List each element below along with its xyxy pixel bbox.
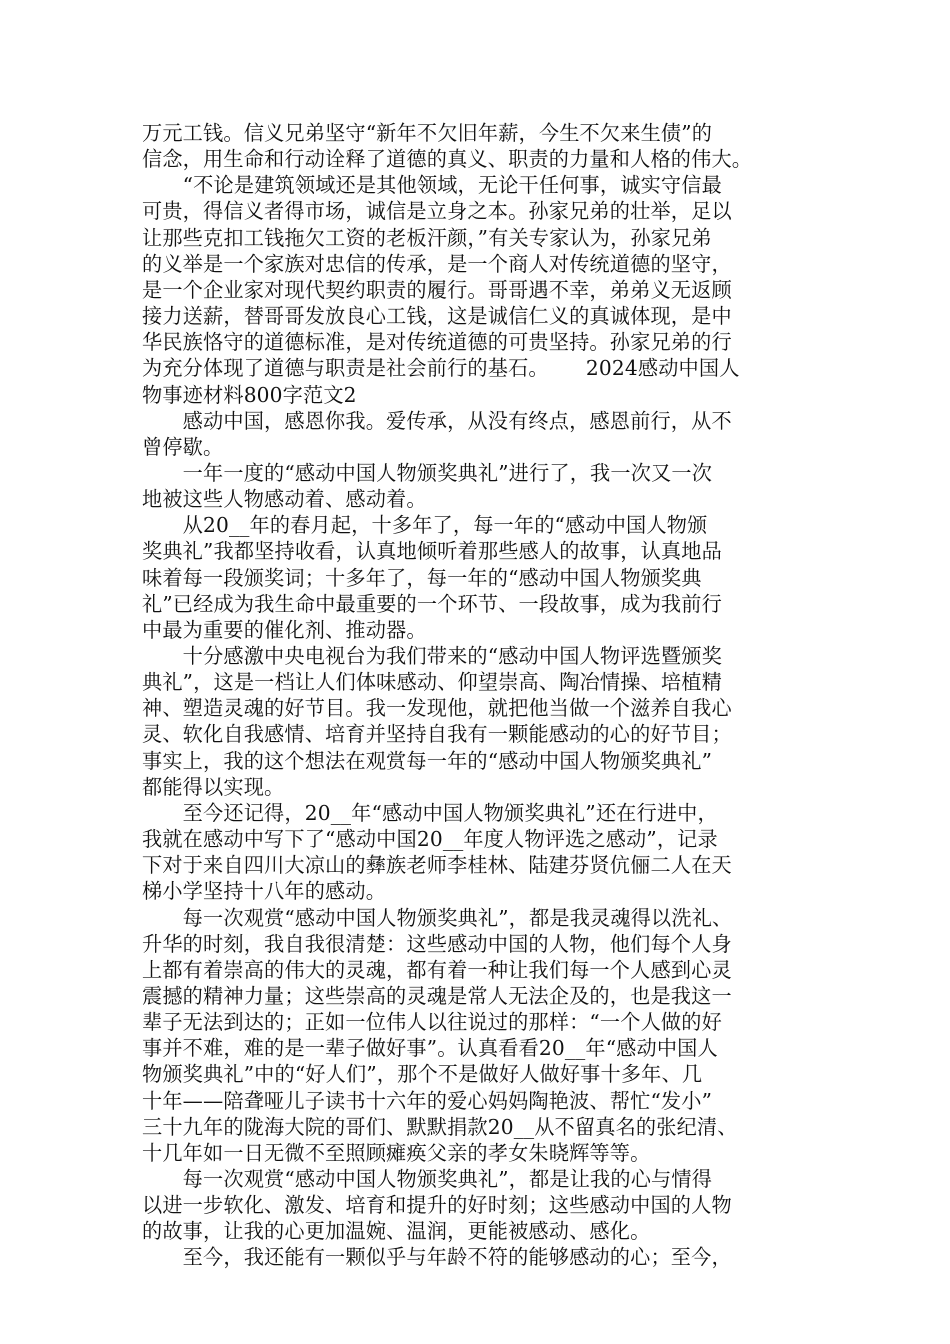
text-line: 十年——陪聋哑儿子读书十六年的爱心妈妈陶艳波、帮忙“发小” (142, 1088, 713, 1113)
text-line: 物事迹材料800字范文2 (142, 382, 357, 407)
text-line: 典礼”，这是一档让人们体味感动、仰望崇高、陶冶情操、培植精 (142, 670, 722, 695)
text-line: 万元工钱。信义兄弟坚守“新年不欠旧年薪，今生不欠来生债”的 (142, 121, 713, 145)
text-line: 上都有着崇高的伟大的灵魂，都有着一种让我们每一个人感到心灵 (142, 957, 732, 982)
text-line: 礼”已经成为我生命中最重要的一个环节、一段故事，成为我前行 (142, 591, 722, 616)
text-line: 信念，用生命和行动诠释了道德的真义、职责的力量和人格的伟大。 (142, 147, 753, 172)
text-line: 为充分体现了道德与职责是社会前行的基石。 2024感动中国人 (142, 356, 740, 381)
text-line: 的故事，让我的心更加温婉、温润，更能被感动、感化。 (142, 1219, 651, 1244)
text-line: 接力送薪，替哥哥发放良心工钱，这是诚信仁义的真诚体现，是中 (142, 304, 732, 329)
text-line: 曾停歇。 (142, 434, 224, 459)
text-line: 十几年如一日无微不至照顾瘫痪父亲的孝女朱晓辉等等。 (142, 1140, 651, 1165)
text-line: 每一次观赏“感动中国人物颁奖典礼”，都是让我的心与情得 (142, 1167, 713, 1191)
text-line: 华民族恪守的道德标准，是对传统道德的可贵坚持。孙家兄弟的行 (142, 330, 732, 355)
text-line: 梯小学坚持十八年的感动。 (142, 879, 387, 904)
text-line: 地被这些人物感动着、感动着。 (142, 487, 427, 512)
text-line: 下对于来自四川大凉山的彝族老师李桂林、陆建芬贤伉俪二人在天 (142, 853, 732, 878)
text-line: 奖典礼”我都坚持收看，认真地倾听着那些感人的故事，认真地品 (142, 539, 722, 564)
text-line: 事并不难，难的是一辈子做好事”。认真看看20__年“感动中国人 (142, 1036, 718, 1061)
text-line: 十分感激中央电视台为我们带来的“感动中国人物评选暨颁奖 (142, 644, 722, 668)
text-line: 中最为重要的催化剂、推动器。 (142, 617, 427, 642)
text-line: 事实上，我的这个想法在观赏每一年的“感动中国人物颁奖典礼” (142, 748, 713, 773)
text-line: 以进一步软化、激发、培育和提升的好时刻；这些感动中国的人物 (142, 1193, 732, 1218)
text-line: 感动中国，感恩你我。爱传承，从没有终点，感恩前行，从不 (142, 408, 732, 433)
text-line: 至今，我还能有一颗似乎与年龄不符的能够感动的心；至今， (142, 1245, 732, 1270)
text-line: 物颁奖典礼”中的“好人们”，那个不是做好人做好事十多年、几 (142, 1062, 703, 1087)
text-line: 至今还记得，20__年“感动中国人物颁奖典礼”还在行进中， (142, 800, 718, 825)
text-line: 是一个企业家对现代契约职责的履行。哥哥遇不幸，弟弟义无返顾 (142, 277, 732, 302)
text-line: 一年一度的“感动中国人物颁奖典礼”进行了，我一次又一次 (142, 460, 713, 485)
text-line: 让那些克扣工钱拖欠工资的老板汗颜，”有关专家认为，孙家兄弟 (142, 225, 712, 250)
text-line: 每一次观赏“感动中国人物颁奖典礼”，都是我灵魂得以洗礼、 (142, 905, 733, 930)
text-line: 我就在感动中写下了“感动中国20__年度人物评选之感动”，记录 (142, 827, 718, 852)
text-line: 从20__年的春月起，十多年了，每一年的“感动中国人物颁 (142, 513, 708, 538)
text-line: 神、塑造灵魂的好节目。我一发现他，就把他当做一个滋养自我心 (142, 696, 732, 721)
text-line: 三十九年的陇海大院的哥们、默默捐款20__从不留真名的张纪清、 (142, 1114, 738, 1139)
text-line: 味着每一段颁奖词；十多年了，每一年的“感动中国人物颁奖典 (142, 565, 702, 590)
text-line: 可贵，得信义者得市场，诚信是立身之本。孙家兄弟的壮举，足以 (142, 199, 732, 224)
text-line: 辈子无法到达的；正如一位伟人以往说过的那样：“一个人做的好 (142, 1010, 722, 1035)
text-line: 的义举是一个家族对忠信的传承，是一个商人对传统道德的坚守， (142, 251, 732, 276)
text-line: 震撼的精神力量；这些崇高的灵魂是常人无法企及的，也是我这一 (142, 983, 732, 1008)
text-line: 升华的时刻，我自我很清楚：这些感动中国的人物，他们每个人身 (142, 931, 732, 956)
text-line: “不论是建筑领域还是其他领域，无论干任何事，诚实守信最 (142, 173, 722, 198)
text-line: 都能得以实现。 (142, 774, 285, 799)
text-line: 灵、软化自我感情、培育并坚持自我有一颗能感动的心的好节目； (142, 722, 732, 747)
